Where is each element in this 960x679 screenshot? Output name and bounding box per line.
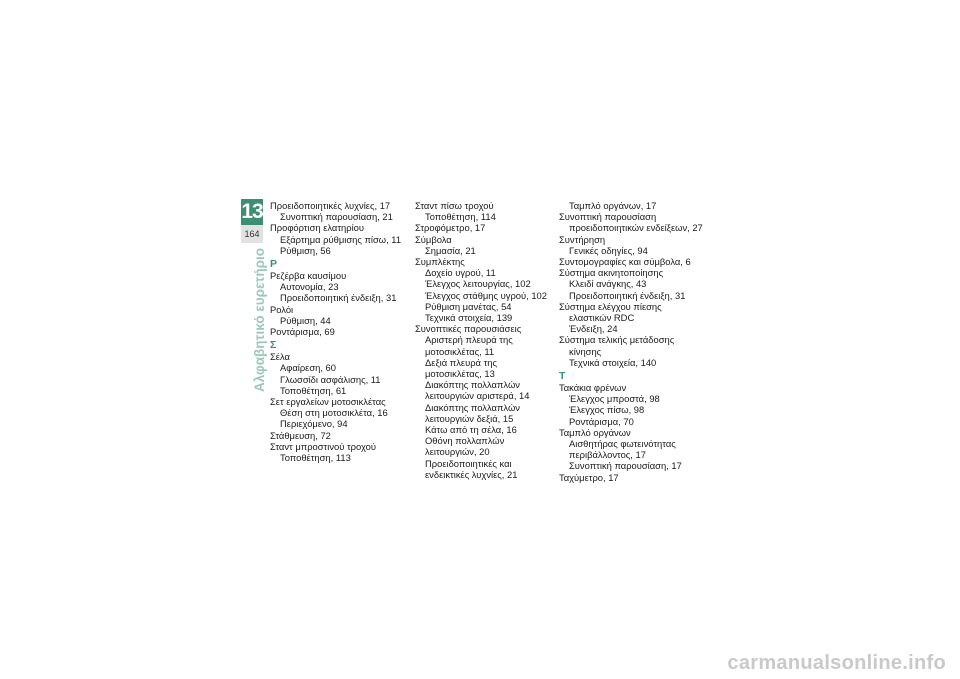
index-entry: Συντομογραφίες και σύμβολα, 6 bbox=[559, 256, 691, 268]
index-entry: Ταχύμετρο, 17 bbox=[559, 471, 619, 483]
index-subentry: Τοποθέτηση, 113 bbox=[280, 452, 351, 464]
index-entry: Ταμπλό οργάνων bbox=[559, 426, 631, 438]
index-subentry: Ρύθμιση μανέτας, 54 bbox=[425, 300, 512, 312]
index-subentry: Συνοπτική παρουσίαση, 21 bbox=[280, 211, 393, 223]
index-subentry: Κλειδί ανάγκης, 43 bbox=[569, 278, 647, 290]
index-subentry: λειτουργιών, 20 bbox=[425, 446, 490, 458]
index-subentry: Τοποθέτηση, 61 bbox=[280, 384, 347, 396]
index-subentry: Προειδοποιητική ένδειξη, 31 bbox=[280, 292, 397, 304]
index-subentry: Έλεγχος στάθμης υγρού, 102 bbox=[425, 289, 547, 301]
index-entry: Προφόρτιση ελατηρίου bbox=[270, 222, 365, 234]
index-entry: Συνοπτικές παρουσιάσεις bbox=[415, 323, 522, 335]
index-subentry: Ρύθμιση, 56 bbox=[280, 244, 331, 256]
index-subentry: Τεχνικά στοιχεία, 139 bbox=[425, 312, 513, 324]
index-subentry: Κάτω από τη σέλα, 16 bbox=[425, 424, 517, 436]
index-subentry: Γενικές οδηγίες, 94 bbox=[569, 244, 648, 256]
index-entry: Σταντ μπροστινού τροχού bbox=[270, 440, 376, 452]
index-entry: Σύστημα τελικής μετάδοσης bbox=[559, 334, 675, 346]
side-title: Αλφαβητικό ευρετήριο bbox=[252, 248, 267, 393]
index-subentry: μοτοσικλέτας, 13 bbox=[425, 368, 495, 380]
chapter-number: 13 bbox=[241, 200, 263, 223]
index-subentry: Θέση στη μοτοσικλέτα, 16 bbox=[280, 407, 388, 419]
index-subentry: μοτοσικλέτας, 11 bbox=[425, 345, 495, 357]
index-subentry: περιβάλλοντος, 17 bbox=[569, 449, 646, 461]
index-entry: Προειδοποιητικές λυχνίες, 17 bbox=[270, 200, 391, 211]
index-column-2 bbox=[415, 200, 555, 480]
index-entry: Τακάκια φρένων bbox=[559, 382, 627, 394]
index-entry: Ρολόι bbox=[270, 303, 294, 315]
chapter-marker bbox=[241, 199, 263, 243]
index-subentry: Αφαίρεση, 60 bbox=[280, 362, 336, 374]
index-subentry: Δεξιά πλευρά της bbox=[425, 356, 498, 368]
index-entry: Σετ εργαλείων μοτοσικλέτας bbox=[270, 396, 386, 408]
index-subentry: Συνοπτική παρουσίαση, 17 bbox=[569, 460, 682, 472]
index-entry: Σύστημα ακινητοποίησης bbox=[559, 267, 664, 279]
index-subentry: Εξάρτημα ρύθμισης πίσω, 11 bbox=[280, 233, 402, 245]
watermark: carmanualsonline.info bbox=[727, 652, 946, 674]
index-entry: Σύστημα ελέγχου πίεσης bbox=[559, 300, 662, 312]
index-subentry: Ροντάρισμα, 70 bbox=[569, 415, 634, 427]
index-subentry: Οθόνη πολλαπλών bbox=[425, 435, 505, 447]
index-subentry: Διακόπτης πολλαπλών bbox=[425, 401, 520, 413]
index-letter-heading: Σ bbox=[270, 339, 277, 352]
index-subentry: λειτουργιών δεξιά, 15 bbox=[425, 412, 514, 424]
index-entry: Στάθμευση, 72 bbox=[270, 429, 331, 441]
index-subentry: Ρύθμιση, 44 bbox=[280, 314, 331, 326]
index-subentry: λειτουργιών αριστερά, 14 bbox=[425, 390, 530, 402]
index-letter-heading: Ρ bbox=[270, 258, 278, 271]
index-subentry: ελαστικών RDC bbox=[569, 312, 635, 324]
index-subentry: ενδεικτικές λυχνίες, 21 bbox=[425, 468, 518, 480]
index-subentry: Έλεγχος λειτουργίας, 102 bbox=[425, 278, 531, 290]
index-entry: Σύμβολα bbox=[415, 233, 452, 245]
index-entry: Ρεζέρβα καυσίμου bbox=[270, 270, 347, 282]
index-entry: Συνοπτική παρουσίαση bbox=[559, 211, 657, 223]
index-letter-heading: Τ bbox=[559, 370, 566, 383]
index-entry: Στροφόμετρο, 17 bbox=[415, 222, 486, 234]
index-subentry: Δοχείο υγρού, 11 bbox=[425, 267, 496, 279]
index-subentry: Ένδειξη, 24 bbox=[569, 323, 618, 335]
index-column-1 bbox=[270, 200, 410, 463]
page-number: 164 bbox=[241, 225, 263, 243]
index-entry: Συμπλέκτης bbox=[415, 256, 465, 268]
index-subentry: Σημασία, 21 bbox=[425, 244, 476, 256]
index-subentry: κίνησης bbox=[569, 345, 602, 357]
index-subentry: Αριστερή πλευρά της bbox=[425, 334, 513, 346]
index-subentry: Προειδοποιητικές και bbox=[425, 457, 512, 469]
index-subentry: προειδοποιητικών ενδείξεων, 27 bbox=[569, 222, 703, 234]
index-entry: Συντήρηση bbox=[559, 233, 606, 245]
index-subentry: Ταμπλό οργάνων, 17 bbox=[569, 200, 657, 211]
index-entry: Σέλα bbox=[270, 351, 290, 363]
index-subentry: Αυτονομία, 23 bbox=[280, 281, 339, 293]
index-subentry: Έλεγχος μπροστά, 98 bbox=[569, 393, 660, 405]
index-subentry: Διακόπτης πολλαπλών bbox=[425, 379, 520, 391]
index-subentry: Τεχνικά στοιχεία, 140 bbox=[569, 356, 657, 368]
index-entry: Ροντάρισμα, 69 bbox=[270, 326, 335, 338]
index-subentry: Γλωσσίδι ασφάλισης, 11 bbox=[280, 373, 381, 385]
index-subentry: Έλεγχος πίσω, 98 bbox=[569, 404, 645, 416]
index-entry: Σταντ πίσω τροχού bbox=[415, 200, 494, 211]
index-subentry: Προειδοποιητική ένδειξη, 31 bbox=[569, 289, 686, 301]
index-subentry: Περιεχόμενο, 94 bbox=[280, 418, 348, 430]
index-column-3 bbox=[559, 200, 703, 483]
index-subentry: Αισθητήρας φωτεινότητας bbox=[569, 438, 676, 450]
index-subentry: Τοποθέτηση, 114 bbox=[425, 211, 496, 223]
